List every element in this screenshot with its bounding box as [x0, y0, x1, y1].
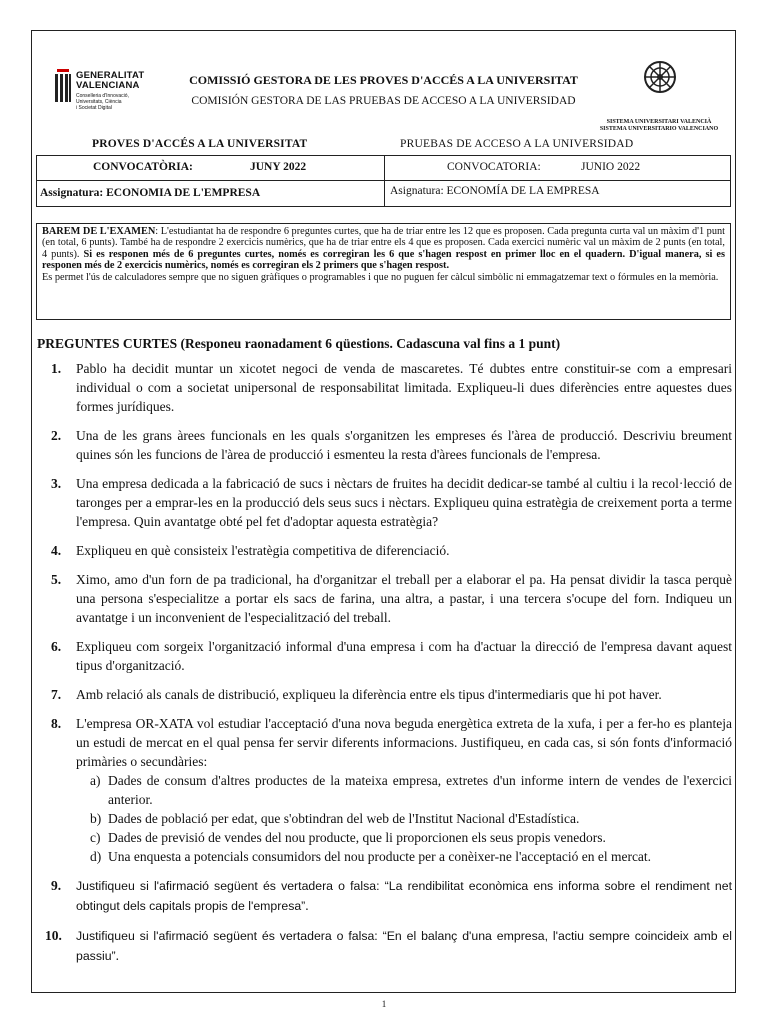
question-end: .: [305, 898, 309, 913]
question-end: .: [115, 948, 120, 963]
pruebas-acceso-title-es: PRUEBAS DE ACCESO A LA UNIVERSIDAD: [400, 138, 634, 150]
subject-es: [390, 185, 600, 197]
question-9: [37, 876, 732, 916]
question-3: [37, 474, 732, 531]
sub-question-b: [90, 809, 732, 828]
sub-question-text: Dades de població per edat, que s'obtindran del web de l'Institut Nacional d'Estadística.: [108, 811, 580, 826]
generalitat-name-line1: GENERALITAT: [76, 70, 145, 81]
subject-es-value: ECONOMÍA DE LA EMPRESA: [446, 185, 600, 197]
university-seal-icon: [632, 49, 688, 105]
question-2: [37, 426, 732, 464]
question-text: Amb relació als canals de distribució, expliqueu la diferència entre els tipus d'intermediaris que hi pot haver.: [76, 687, 662, 702]
subject-ca: [40, 187, 260, 199]
conselleria-line3: i Societat Digital: [76, 105, 112, 111]
question-number: 5.: [51, 572, 62, 587]
sistema-universitari-logo: [594, 49, 724, 132]
question-text: Pablo ha decidit muntar un xicotet negoci de venda de mascaretes. Té dubtes entre constituir-se com a empresari individual o com a societat unipersonal de responsabilitat limitada. Expliqueu-li dues diferències entre aquestes dues formes jurídiques.: [76, 361, 732, 414]
sub-question-a: [90, 771, 732, 809]
header: [32, 31, 735, 131]
sub-question-c: [90, 828, 732, 847]
barem-text: : L'estudiantat ha de respondre 6 preguntes curtes, que ha de triar entre les 12 que es proposen. Cada pregunta curta val un màxim d'1 punt (en total, 6 punts). També ha de respondre 2 exercicis numèrics, que ha de triar entre els 4 que es proposen. Cada exercici numèric val un màxim de 2 punts (en total, 4 punts).: [42, 226, 725, 260]
question-number: 3.: [51, 476, 62, 491]
question-quote: “En el balanç d'una empresa, l'actiu sempre coincideix amb el passiu”: [76, 929, 732, 963]
question-list: [37, 359, 732, 976]
sub-question-text: Dades de previsió de vendes del nou producte, que li proporcionen els seus propis venedors.: [108, 830, 606, 845]
sub-question-letter: c): [90, 830, 101, 845]
question-4: [37, 541, 732, 560]
question-quote: “La rendibilitat econòmica ens informa sobre el rendiment net obtingut dels capitals propis de l'empresa”: [76, 879, 732, 913]
question-1: [37, 359, 732, 416]
convocatoria-ca-value: JUNY 2022: [250, 161, 307, 173]
question-number: 8.: [51, 716, 62, 731]
subject-es-label: Asignatura:: [390, 185, 444, 197]
question-7: [37, 685, 732, 704]
question-6: [37, 637, 732, 675]
barem-label: BAREM DE L'EXAMEN: [42, 226, 156, 237]
convocatoria-es-label: CONVOCATORIA:: [447, 161, 541, 173]
question-text: Una de les grans àrees funcionals en les quals s'organitzen les empreses és l'àrea de producció. Descriviu breument quines són les funcions de l'àrea de producció i esmenteu la resta d'àrees funcionals de l'empresa.: [76, 428, 732, 462]
question-number: 2.: [51, 428, 62, 443]
sub-question-d: [90, 847, 732, 866]
question-prompt: Justifiqueu si l'afirmació següent és vertadera o falsa:: [76, 929, 383, 943]
commission-title-ca: COMISSIÓ GESTORA DE LES PROVES D'ACCÉS A LA UNIVERSITAT: [189, 73, 578, 87]
question-8: [37, 714, 732, 866]
calculator-rule: Es permet l'ús de calculadores sempre que no siguen gràfiques o programables i que no puguen fer càlcul simbòlic ni emmagatzemar text o fórmules en la memòria.: [42, 271, 719, 283]
conselleria-line1: Conselleria d'Innovació,: [76, 93, 129, 99]
section-title: PREGUNTES CURTES (Responeu raonadament 6 qüestions. Cadascuna val fins a 1 punt): [37, 336, 561, 351]
barem-bold-rule: Si es responen més de 6 preguntes curtes, només es corregiran les 6 que s'hagen respost en primer lloc en el quadern. D'igual manera, si es responen més de 2 exercicis numèrics, només es corregiran els 2 primers que s'hagen respost.: [42, 248, 725, 272]
table-divider-vertical: [384, 156, 385, 206]
subject-ca-label: Assignatura:: [40, 187, 104, 199]
generalitat-name-line2: VALENCIANA: [76, 80, 140, 91]
subject-ca-value: ECONOMIA DE L'EMPRESA: [106, 187, 261, 199]
question-number: 6.: [51, 639, 62, 654]
question-text: Expliqueu com sorgeix l'organització informal d'una empresa i com ha d'actuar la direcció de l'empresa davant aquest tipus d'organització.: [76, 639, 732, 673]
sub-question-text: Una enquesta a potencials consumidors del nou producte per a conèixer-ne l'acceptació en el mercat.: [108, 849, 652, 864]
question-number: 7.: [51, 687, 62, 702]
sub-question-letter: b): [90, 811, 102, 826]
question-number: 10.: [45, 928, 62, 943]
question-10: [37, 926, 732, 966]
question-text: Una empresa dedicada a la fabricació de sucs i nèctars de fruites ha decidit dedicar-se també al cultiu i la recol·lecció de taronges per a emprar-les en la producció dels seus sucs i nèctars. Expliqueu quina estratègia de creixement porta a terme l'empresa. Quin avantatge obté pel fet d'adoptar aquesta estratègia?: [76, 476, 732, 529]
question-text: L'empresa OR-XATA vol estudiar l'acceptació d'una nova beguda energètica extreta de la xufa, i per a fer-ho es planteja un estudi de mercat en el qual pensa fer servir diferents informacions. Justifiqueu, en cada cas, si són fonts d'informació primàries o secundàries:: [76, 716, 732, 769]
proves-acces-title-ca: PROVES D'ACCÉS A LA UNIVERSITAT: [92, 138, 308, 150]
sub-question-text: Dades de consum d'altres productes de la mateixa empresa, extretes d'un informe intern de vendes de l'exercici anterior.: [108, 773, 732, 807]
question-number: 4.: [51, 543, 62, 558]
question-number: 9.: [51, 878, 62, 893]
question-text: Ximo, amo d'un forn de pa tradicional, ha d'organitzar el treball per a elaborar el pa. Ha pensat dividir la tasca perquè una persona s'especialitze a portar els sacs de farina, una altra, a pastar, i una tercera s'ocupe del forn. Indiqueu un avantatge i un inconvenient de l'especialització del treball.: [76, 572, 732, 625]
convocatoria-ca-label: CONVOCATÒRIA:: [93, 161, 193, 173]
commission-title-es: COMISIÓN GESTORA DE LAS PRUEBAS DE ACCESO A LA UNIVERSIDAD: [191, 95, 576, 107]
question-text: Expliqueu en què consisteix l'estratègia competitiva de diferenciació.: [76, 543, 450, 558]
question-5: [37, 570, 732, 627]
exam-info-table: [36, 155, 731, 207]
question-prompt: Justifiqueu si l'afirmació següent és vertadera o falsa:: [76, 879, 385, 893]
exam-page-frame: [31, 30, 736, 993]
sistema-universitari-ca: SISTEMA UNIVERSITARI VALENCIÀ: [606, 119, 712, 125]
sub-question-letter: d): [90, 849, 102, 864]
convocatoria-es-value: JUNIO 2022: [581, 161, 641, 173]
question-number: 1.: [51, 361, 62, 376]
sistema-universitario-es: SISTEMA UNIVERSITARIO VALENCIANO: [599, 126, 719, 132]
conselleria-line2: Universitats, Ciència: [76, 99, 122, 105]
page-number: 1: [381, 999, 387, 1009]
sub-question-letter: a): [90, 773, 101, 788]
exam-grading-box: [36, 223, 731, 320]
